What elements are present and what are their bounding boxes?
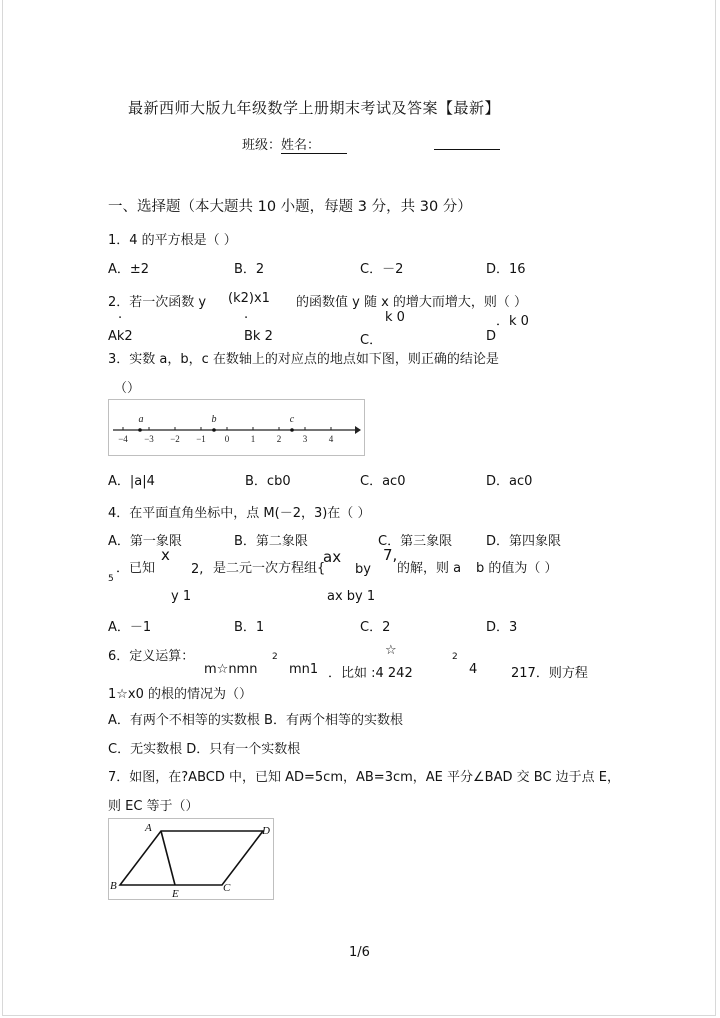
q2-option-d: D bbox=[486, 329, 497, 344]
tick-label: −4 bbox=[118, 434, 128, 444]
q2-k0-c: k 0 bbox=[385, 310, 405, 325]
vertex-label-d: D bbox=[262, 825, 270, 837]
q3-paren: （） bbox=[114, 381, 141, 396]
q6-sup-1: 2 bbox=[272, 652, 278, 662]
vertex-label-a: A bbox=[145, 822, 152, 834]
tick-label: −3 bbox=[144, 434, 154, 444]
q5-row2: ax by 1 bbox=[327, 589, 376, 604]
vertex-label-b: B bbox=[110, 880, 117, 892]
parallelogram-figure bbox=[108, 818, 274, 900]
q6-expr-1: m☆nmn bbox=[204, 662, 258, 677]
q6-star: ☆ bbox=[385, 643, 397, 658]
tick-label: 4 bbox=[328, 434, 334, 444]
q6-sup-2: 2 bbox=[452, 652, 458, 662]
q6-expr-4: 4 bbox=[469, 662, 478, 677]
blank-line bbox=[434, 134, 500, 150]
q2-option-a: Ak2 bbox=[108, 329, 133, 344]
name-label bbox=[281, 134, 347, 154]
page-title: 最新西师大版九年级数学上册期末考试及答案【最新】 bbox=[128, 99, 501, 117]
q5-option-c: C．2 bbox=[360, 620, 391, 635]
q2-k0-d: ．k 0 bbox=[496, 314, 529, 329]
tick-label: 1 bbox=[250, 434, 256, 444]
q7-line-2: 则 EC 等于（） bbox=[108, 799, 199, 814]
q1-option-b: B．2 bbox=[234, 262, 265, 277]
page-number: 1/6 bbox=[349, 945, 370, 960]
q2-option-b: Bk 2 bbox=[244, 329, 273, 344]
name-label-text: 姓名： bbox=[281, 138, 321, 153]
q3-option-d: D．ac0 bbox=[486, 474, 533, 489]
point-label-b: b bbox=[211, 414, 217, 425]
q4-stem: 4．在平面直角坐标中，点 M(－2，3)在（ ） bbox=[108, 506, 371, 521]
name-field bbox=[281, 134, 347, 154]
point-label-a: a bbox=[138, 414, 144, 425]
q3-option-c: C．ac0 bbox=[360, 474, 406, 489]
q2-stem-c: 的函数值 y 随 x 的增大而增大，则（ ） bbox=[296, 295, 528, 310]
q6-expr-3: ．比如 :4 242 bbox=[328, 666, 413, 681]
q6-stem: 6．定义运算： bbox=[108, 649, 195, 664]
q5-ax: ax bbox=[323, 548, 342, 566]
point-c-dot bbox=[290, 428, 294, 432]
q5-option-b: B．1 bbox=[234, 620, 265, 635]
tick-label: 0 bbox=[224, 434, 230, 444]
q1-option-d: D．16 bbox=[486, 262, 526, 277]
parallelogram-svg bbox=[109, 819, 273, 899]
section-heading: 一、选择题（本大题共 10 小题，每题 3 分，共 30 分） bbox=[108, 199, 472, 215]
tick-label: −2 bbox=[170, 434, 180, 444]
number-line-figure bbox=[108, 399, 365, 456]
segment-ae bbox=[161, 831, 175, 885]
parallelogram-abcd bbox=[120, 831, 263, 885]
q4-option-b: B．第二象限 bbox=[234, 534, 308, 549]
q7-stem: 7．如图，在?ABCD 中，已知 AD=5cm，AB=3cm，AE 平分∠BAD 交 BC 边于点 E， bbox=[108, 770, 620, 785]
vertex-label-c: C bbox=[223, 882, 231, 894]
q4-option-a: A．第一象限 bbox=[108, 534, 182, 549]
q5-mid: 是二元一次方程组{ bbox=[213, 561, 326, 576]
q6-options-ab: A．有两个不相等的实数根 B．有两个相等的实数根 bbox=[108, 713, 403, 728]
q6-expr-5: 217．则方程 bbox=[511, 666, 588, 681]
class-label: 班级： bbox=[242, 138, 282, 153]
q6-options-cd: C．无实数根 D．只有一个实数根 bbox=[108, 742, 301, 757]
q5-two: 2, bbox=[191, 562, 204, 577]
q2-stem-b: (k2)x1 bbox=[228, 291, 270, 306]
number-line-svg bbox=[109, 400, 364, 455]
q2-stem-a: 2．若一次函数 y bbox=[108, 295, 207, 310]
q1-option-c: C．－2 bbox=[360, 262, 404, 277]
q2-option-c: C． bbox=[360, 333, 383, 348]
q5-x: x bbox=[161, 546, 170, 564]
q2-dot-1: . bbox=[118, 307, 123, 322]
q6-expr-2: mn1 bbox=[289, 662, 319, 677]
tick-label: −1 bbox=[196, 434, 206, 444]
q3-option-b: B．cb0 bbox=[245, 474, 291, 489]
q5-known: ．已知 bbox=[116, 561, 156, 576]
q2-dot-2: . bbox=[244, 307, 249, 322]
q5-seven: 7, bbox=[383, 546, 398, 564]
axis-arrow-icon bbox=[355, 426, 361, 434]
q1-option-a: A．±2 bbox=[108, 262, 150, 277]
point-a-dot bbox=[138, 428, 142, 432]
q4-option-c: C．第三象限 bbox=[378, 534, 453, 549]
q5-y1: y 1 bbox=[171, 589, 192, 604]
q5-tail: 的解，则 a bbox=[397, 561, 462, 576]
vertex-label-e: E bbox=[172, 888, 179, 899]
q3-stem: 3．实数 a，b，c 在数轴上的对应点的地点如下图，则正确的结论是 bbox=[108, 352, 499, 367]
tick-label: 3 bbox=[302, 434, 308, 444]
q5-option-d: D．3 bbox=[486, 620, 518, 635]
q6-line-3: 1☆x0 的根的情况为（） bbox=[108, 687, 253, 702]
point-label-c: c bbox=[289, 414, 295, 425]
point-b-dot bbox=[212, 428, 216, 432]
tick-label: 2 bbox=[276, 434, 282, 444]
q3-option-a: A．|a|4 bbox=[108, 474, 155, 489]
q5-number: 5 bbox=[108, 574, 114, 584]
q5-option-a: A．－1 bbox=[108, 620, 152, 635]
q4-option-d: D．第四象限 bbox=[486, 534, 562, 549]
q1-stem: 1．4 的平方根是（ ） bbox=[108, 233, 237, 248]
q5-by: by bbox=[355, 562, 371, 577]
q5-tail2: b 的值为（ ） bbox=[476, 561, 558, 576]
